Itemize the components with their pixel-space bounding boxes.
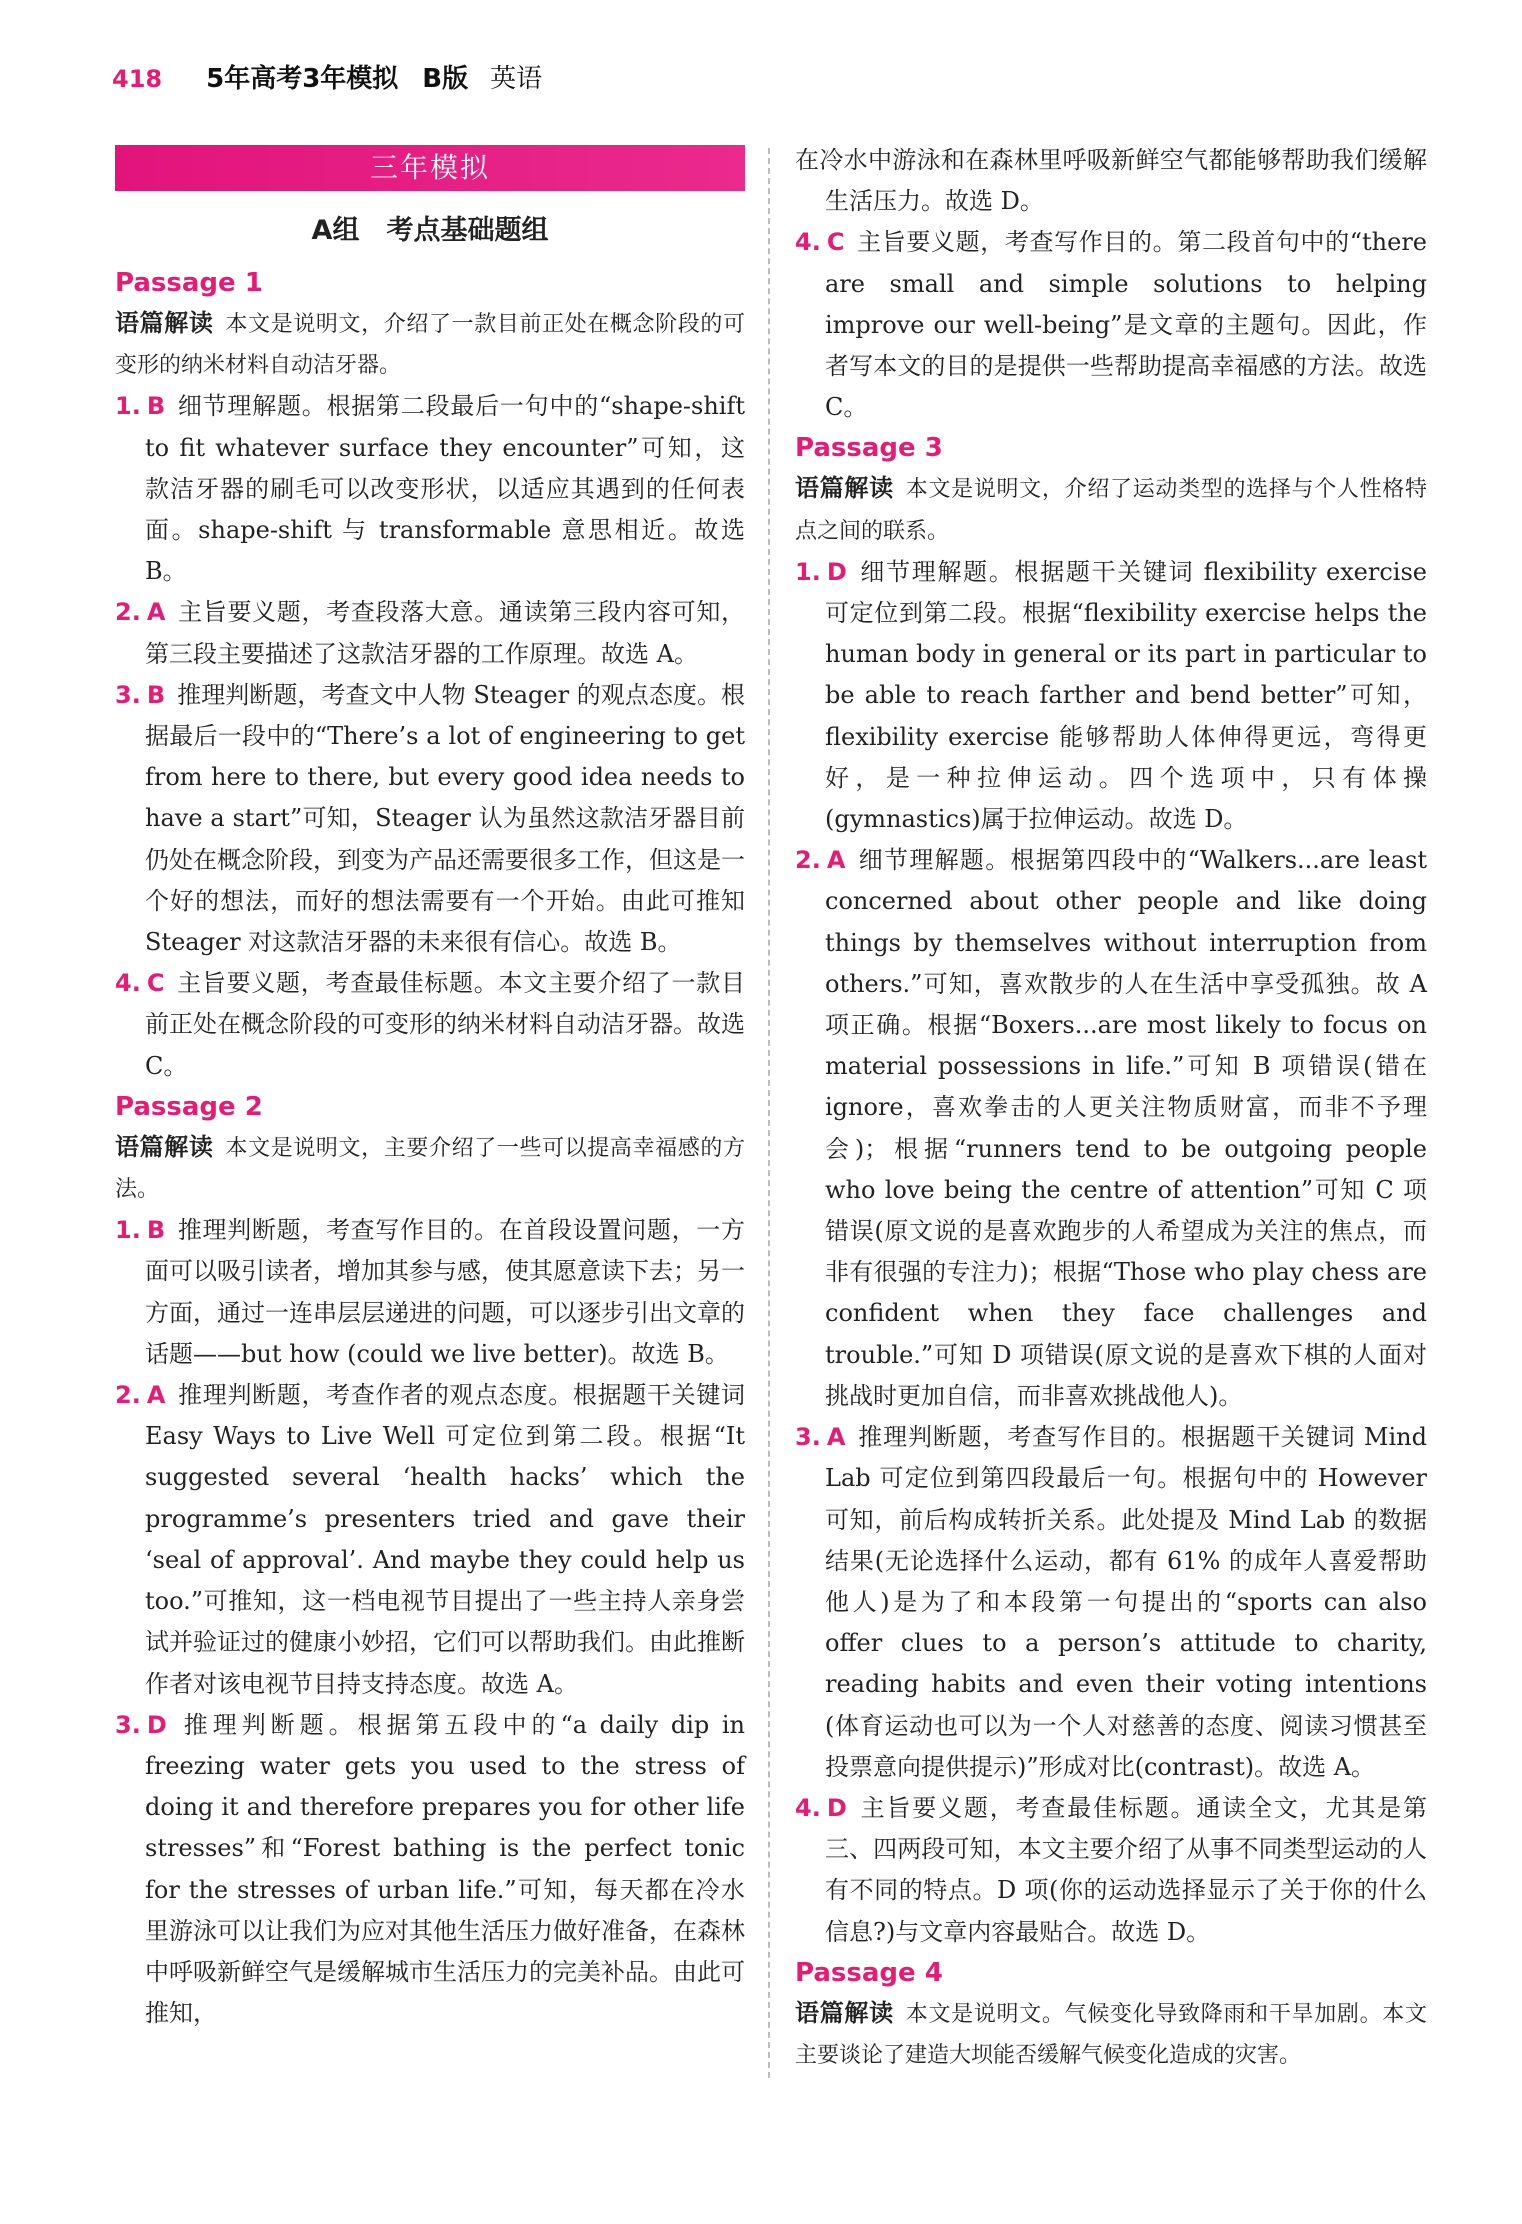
group-title: A组 考点基础题组: [311, 215, 549, 246]
answer-item: [795, 552, 1427, 840]
left-column: [115, 145, 745, 2034]
question-number: 3.: [795, 1423, 821, 1452]
question-number: 2.: [115, 1381, 141, 1410]
answer-letter: A: [826, 1423, 846, 1452]
explanation-text: 推理判断题，考查写作目的。根据题干关键词 Mind Lab 可定位到第四段最后一句。根据句中的 However 可知，前后构成转折关系。此处提及 Mind Lab 的数据结果(无论选择什么运动，都有 61% 的成年人喜爱帮助他人)是为了和本段第一句提出的“sports can also offer clues to a person’s attitude to charity, reading habits and even their voting intentions (体育运动也可以为一个人对慈善的态度、阅读习惯甚至投票意向提供提示)”形成对比(contrast)。故选 A。: [825, 1423, 1427, 1781]
question-number: 1.: [795, 557, 821, 586]
answer-continuation: [795, 140, 1427, 222]
explanation-text: 细节理解题。根据题干关键词 flexibility exercise 可定位到第二段。根据“flexibility exercise helps the human body in general or its part in particular to be able to reach farther and bend better”可知，flexibility exercise 能够帮助人体伸得更远，弯得更好，是一种拉伸运动。四个选项中，只有体操(gymnastics)属于拉伸运动。故选 D。: [825, 557, 1427, 834]
page-header: [112, 58, 542, 98]
answer-item: [795, 1417, 1427, 1788]
answer-item: [115, 675, 745, 963]
right-column: [795, 140, 1427, 2076]
explanation-text: 主旨要义题，考查最佳标题。通读全文，尤其是第三、四两段可知，本文主要介绍了从事不同类型运动的人有不同的特点。D 项(你的运动选择显示了关于你的什么信息?)与文章内容最贴合。故选 D。: [825, 1793, 1427, 1946]
question-number: 3.: [115, 1710, 141, 1739]
column-divider: [768, 148, 770, 2078]
book-title: 5年高考3年模拟: [206, 64, 399, 94]
reading-text: 本文是说明文。气候变化导致降雨和干旱加剧。本文主要谈论了建造大坝能否缓解气候变化造成的灾害。: [795, 2001, 1428, 2068]
passage-heading: Passage 1: [115, 268, 263, 298]
reading-summary: [115, 1127, 745, 1210]
answer-item: [795, 840, 1427, 1417]
subject-label: 英语: [490, 64, 543, 94]
answer-letter: A: [146, 598, 166, 627]
answer-letter: D: [826, 1793, 847, 1822]
answer-letter: B: [146, 1216, 166, 1245]
answer-item: [115, 386, 745, 592]
answer-letter: B: [146, 680, 166, 709]
reading-label: 语篇解读: [795, 474, 894, 503]
passage-block: [795, 428, 1427, 1952]
section-banner: 三年模拟: [115, 145, 745, 191]
passage-block: [115, 1087, 745, 2034]
question-number: 2.: [115, 598, 141, 627]
explanation-text: 主旨要义题，考查写作目的。第二段首句中的“there are small and simple solutions to helping improve our well-being”是文章的主题句。因此，作者写本文的目的是提供一些帮助提高幸福感的方法。故选 C。: [825, 228, 1427, 422]
answer-item: [115, 963, 745, 1087]
question-number: 4.: [795, 1793, 821, 1822]
reading-label: 语篇解读: [115, 309, 214, 337]
answer-item: [115, 592, 745, 674]
question-number: 4.: [795, 228, 821, 257]
answer-item: [115, 1375, 745, 1705]
passage-heading: Passage 2: [115, 1091, 263, 1122]
question-number: 1.: [115, 1216, 141, 1245]
reading-text: 本文是说明文，主要介绍了一些可以提高幸福感的方法。: [115, 1135, 745, 1203]
passage-heading: Passage 4: [795, 1957, 943, 1988]
passage-block: [795, 1953, 1427, 2076]
answer-item: [115, 1705, 745, 2035]
reading-label: 语篇解读: [115, 1132, 214, 1161]
question-number: 3.: [115, 680, 141, 709]
edition-label: B版: [422, 64, 469, 94]
page-number: 418: [112, 65, 163, 93]
answer-letter: D: [146, 1710, 167, 1739]
explanation-text: 细节理解题。根据第二段最后一句中的“shape-shift to fit whatever surface they encounter”可知，这款洁牙器的刷毛可以改变形状，以适应其遇到的任何表面。shape-shift 与 transformable 意思相近。故选 B。: [145, 392, 745, 586]
answer-item: [795, 1788, 1427, 1953]
answer-letter: D: [826, 557, 847, 586]
question-number: 1.: [115, 392, 141, 421]
reading-text: 本文是说明文，介绍了一款目前正处在概念阶段的可变形的纳米材料自动洁牙器。: [115, 312, 745, 379]
answer-letter: A: [146, 1381, 166, 1410]
reading-text: 本文是说明文，介绍了运动类型的选择与个人性格特点之间的联系。: [795, 477, 1428, 544]
explanation-text: 细节理解题。根据第四段中的“Walkers...are least concerned about other people and like doing things by themselves without interruption from others.”可知，喜欢散步的人在生活中享受孤独。故 A 项正确。根据“Boxers...are most likely to focus on material possessions in life.”可知 B 项错误(错在 ignore，喜欢拳击的人更关注物质财富，而非不予理会)；根据“runners tend to be outgoing people who love being the centre of attention”可知 C 项错误(原文说的是喜欢跑步的人希望成为关注的焦点，而非有很强的专注力)；根据“Those who play chess are confident when they face challenges and trouble.”可知 D 项错误(原文说的是喜欢下棋的人面对挑战时更加自信，而非喜欢挑战他人)。: [825, 846, 1427, 1410]
passage-heading: Passage 3: [795, 433, 943, 464]
question-number: 2.: [795, 846, 821, 875]
answer-item: [115, 1210, 745, 1375]
answer-letter: C: [826, 228, 845, 257]
reading-summary: [795, 468, 1427, 551]
reading-summary: [795, 1993, 1427, 2076]
explanation-text: 推理判断题，考查作者的观点态度。根据题干关键词 Easy Ways to Live Well 可定位到第二段。根据“It suggested several ‘health hacks’ which the programme’s presenters tried and gave their ‘seal of approval’. And maybe they could help us too.”可推知，这一档电视节目提出了一些主持人亲身尝试并验证过的健康小妙招，它们可以帮助我们。由此推断作者对该电视节目持支持态度。故选 A。: [145, 1381, 745, 1698]
explanation-text: 推理判断题，考查写作目的。在首段设置问题，一方面可以吸引读者，增加其参与感，使其愿意读下去；另一方面，通过一连串层层递进的问题，可以逐步引出文章的话题——but how (could we live better)。故选 B。: [145, 1216, 745, 1368]
explanation-text: 主旨要义题，考查段落大意。通读第三段内容可知，第三段主要描述了这款洁牙器的工作原理。故选 A。: [145, 598, 745, 668]
explanation-text: 推理判断题。根据第五段中的“a daily dip in freezing water gets you used to the stress of doing it and therefore prepares you for other life stresses”和“Forest bathing is the perfect tonic for the stresses of urban life.”可知，每天都在冷水里游泳可以让我们为应对其他生活压力做好准备，在森林中呼吸新鲜空气是缓解城市生活压力的完美补品。由此可推知，: [145, 1710, 745, 2028]
passage-block: [115, 263, 745, 1087]
explanation-text: 主旨要义题，考查最佳标题。本文主要介绍了一款目前正处在概念阶段的可变形的纳米材料自动洁牙器。故选 C。: [145, 969, 745, 1080]
reading-summary: [115, 303, 745, 386]
answer-letter: B: [146, 392, 166, 421]
question-number: 4.: [115, 969, 141, 998]
answer-letter: A: [826, 846, 846, 875]
answer-letter: C: [146, 969, 165, 998]
answer-item: [795, 222, 1427, 428]
continuation-text: 在冷水中游泳和在森林里呼吸新鲜空气都能够帮助我们缓解生活压力。故选 D。: [795, 146, 1427, 216]
explanation-text: 推理判断题，考查文中人物 Steager 的观点态度。根据最后一段中的“There’s a lot of engineering to get from here to there, but every good idea needs to have a start”可知，Steager 认为虽然这款洁牙器目前仍处在概念阶段，到变为产品还需要很多工作，但这是一个好的想法，而好的想法需要有一个开始。由此可推知 Steager 对这款洁牙器的未来很有信心。故选 B。: [145, 680, 745, 957]
reading-label: 语篇解读: [795, 1998, 894, 2027]
